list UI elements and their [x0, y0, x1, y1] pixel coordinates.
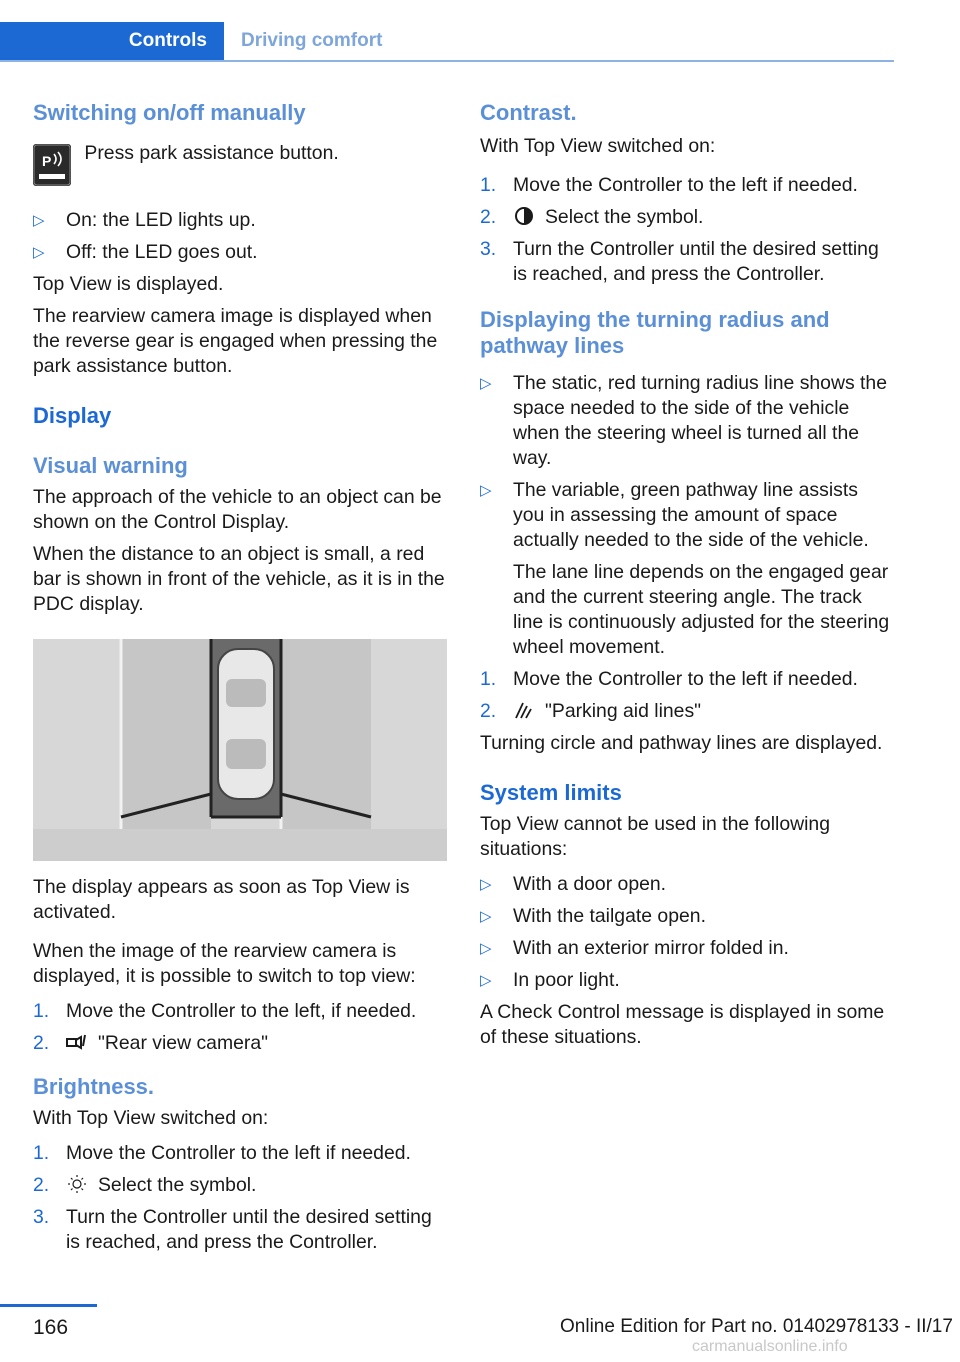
list-item: 1. Move the Controller to the left if needed. [480, 668, 858, 690]
tab-controls[interactable]: Controls [0, 22, 224, 60]
paragraph-rearview: The rearview camera image is displayed when the reverse gear is engaged when pressing the park assistance button. [33, 305, 438, 377]
number-marker: 2. [33, 1174, 50, 1196]
paragraph-with-topview: With Top View switched on: [480, 135, 716, 157]
brightness-icon [66, 1174, 88, 1194]
paragraph-display-appears: The display appears as soon as Top View is activated. [33, 876, 410, 923]
press-text: Press park assistance button. [84, 142, 339, 164]
list-item: 1. Move the Controller to the left, if needed. [33, 1000, 417, 1022]
bullet-marker: ▷ [480, 972, 492, 989]
paragraph-distance: When the distance to an object is small, a red bar is shown in front of the vehicle, as it is in the PDC display. [33, 543, 445, 615]
heading-contrast: Contrast. [480, 100, 577, 125]
heading-switching: Switching on/off manually [33, 100, 306, 125]
bullet-marker: ▷ [480, 940, 492, 957]
number-marker: 3. [480, 238, 497, 260]
footer-rule [0, 1304, 97, 1307]
list-item: 2. Select the symbol. [33, 1174, 257, 1196]
paragraph-lane-line: The lane line depends on the engaged gear and the current steering angle. The track line is continuously adjusted for the steering wheel movement. [513, 561, 890, 658]
list-item: 3. Turn the Controller until the desired setting is reached, and press the Controller. [33, 1206, 432, 1253]
bullet-marker: ▷ [33, 244, 45, 261]
bullet-marker: ▷ [480, 482, 492, 499]
bullet-marker: ▷ [480, 908, 492, 925]
header-tabs [0, 22, 894, 62]
list-item: 2. "Parking aid lines" [480, 700, 702, 722]
parking-aid-lines-icon [513, 700, 535, 720]
paragraph-topview: Top View is displayed. [33, 273, 224, 295]
paragraph-approach: The approach of the vehicle to an object can be shown on the Control Display. [33, 486, 442, 533]
heading-visual-warning: Visual warning [33, 453, 188, 478]
list-item: ▷ The static, red turning radius line shows the space needed to the side of the vehicle when the steering wheel is turned all the way. [480, 372, 887, 469]
list-item: ▷ With the tailgate open. [480, 905, 706, 927]
list-item: ▷ Off: the LED goes out. [33, 241, 258, 263]
list-item: ▷ The variable, green pathway line assists you in assessing the amount of space actually needed to the side of the vehicle. [480, 479, 869, 551]
number-marker: 2. [480, 700, 497, 722]
topview-image [33, 639, 447, 861]
list-item: 2. Select the symbol. [480, 206, 704, 228]
left-column [33, 100, 447, 1262]
bullet-marker: ▷ [480, 375, 492, 392]
bullet-marker: ▷ [33, 212, 45, 229]
number-marker: 1. [480, 174, 497, 196]
paragraph-check-control: A Check Control message is displayed in some of these situations. [480, 1001, 885, 1048]
number-marker: 3. [33, 1206, 50, 1228]
right-column [480, 100, 894, 1057]
list-item: 1. Move the Controller to the left if needed. [480, 174, 858, 196]
rear-camera-icon [66, 1032, 88, 1052]
heading-brightness: Brightness. [33, 1074, 155, 1099]
list-item: ▷ With an exterior mirror folded in. [480, 937, 789, 959]
list-item: ▷ In poor light. [480, 969, 620, 991]
paragraph-cannot-be-used: Top View cannot be used in the following situations: [480, 813, 830, 860]
edition-text: Online Edition for Part no. 01402978133 - II/17 [560, 1316, 953, 1337]
tab-driving-comfort[interactable]: Driving comfort [241, 30, 383, 51]
heading-turning-radius: Displaying the turning radius and pathway lines [480, 307, 830, 358]
bullet-marker: ▷ [480, 876, 492, 893]
page-number: 166 [33, 1316, 69, 1339]
heading-system-limits: System limits [480, 780, 622, 805]
park-assist-button-icon [33, 144, 71, 186]
list-item: 2. "Rear view camera" [33, 1032, 269, 1054]
watermark: carmanualsonline.info [692, 1338, 848, 1355]
number-marker: 2. [33, 1032, 50, 1054]
paragraph-when-image: When the image of the rearview camera is displayed, it is possible to switch to top view: [33, 940, 416, 987]
svg-text:P: P [42, 153, 52, 169]
list-item: ▷ On: the LED lights up. [33, 209, 256, 231]
paragraph-with-topview: With Top View switched on: [33, 1107, 269, 1129]
list-item: 3. Turn the Controller until the desired setting is reached, and press the Controller. [480, 238, 879, 285]
contrast-icon [513, 206, 535, 226]
number-marker: 2. [480, 206, 497, 228]
header-rule [0, 60, 894, 62]
heading-display: Display [33, 403, 112, 428]
paragraph-turning-displayed: Turning circle and pathway lines are displayed. [480, 732, 883, 754]
list-item: 1. Move the Controller to the left if needed. [33, 1142, 411, 1164]
number-marker: 1. [33, 1000, 50, 1022]
number-marker: 1. [33, 1142, 50, 1164]
press-button-row [33, 144, 447, 188]
number-marker: 1. [480, 668, 497, 690]
list-item: ▷ With a door open. [480, 873, 667, 895]
